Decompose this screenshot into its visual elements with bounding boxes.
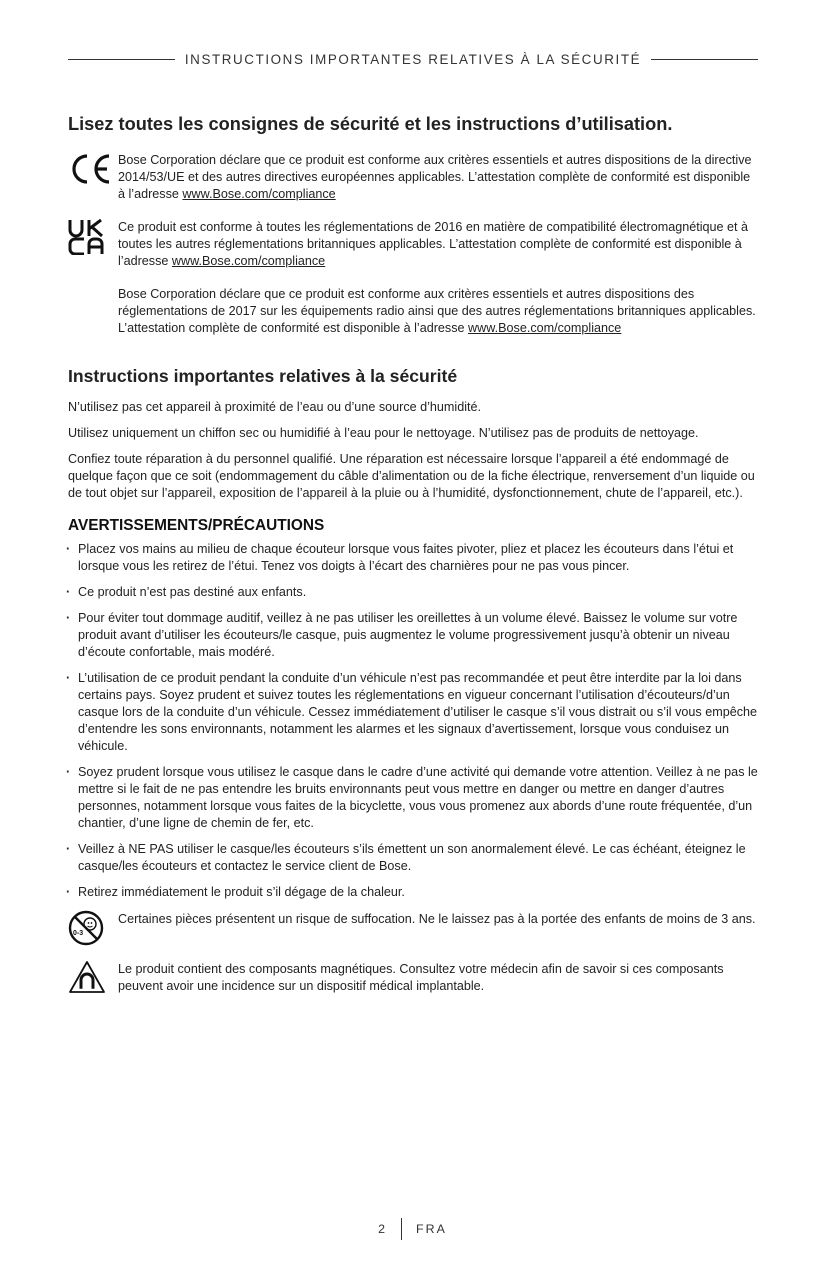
choking-hazard-row (68, 910, 760, 951)
choking-hazard-text: Certaines pièces présentent un risque de suffocation. Ne le laissez pas à la portée des enfants de moins de 3 ans. (118, 912, 756, 926)
main-content (68, 112, 760, 1008)
header-title: INSTRUCTIONS IMPORTANTES RELATIVES À LA SÉCURITÉ (184, 51, 642, 67)
ukca-compliance-link-2[interactable]: www.Bose.com/compliance (468, 321, 622, 335)
safety-paragraph: Confiez toute réparation à du personnel qualifié. Une réparation est nécessaire lorsque l’appareil a été endommagé de quelque façon que ce soit (endommagement du câble d’alimentation ou de la fiche électrique, renversement d’un liquide ou de tout objet sur l’appareil, exposition de l’appareil à la pluie ou à l’humidité, dysfonctionnement, chute de l’appareil, etc.). (68, 452, 755, 500)
header-rule-right (651, 59, 758, 60)
warning-item: · Retirez immédiatement le produit s’il dégage de la chaleur. (68, 884, 760, 901)
warnings-heading: AVERTISSEMENTS/PRÉCAUTIONS (68, 517, 325, 534)
warning-item: · Ce produit n’est pas destiné aux enfants. (68, 584, 760, 601)
ce-text: Bose Corporation déclare que ce produit est conforme aux critères essentiels et autres dispositions de la directive 2014/53/UE et des autres directives européennes applicables. L’attestation complète de conformité est disponible à l’adresse www.Bose.com/compliance (118, 153, 752, 201)
choking-hazard-icon (68, 910, 118, 951)
warning-item: · Pour éviter tout dommage auditif, veillez à ne pas utiliser les oreillettes à un volume élevé. Baissez le volume sur votre produit avant d’utiliser les écouteurs/le casque, puis augmentez le volume progressivement jusqu’à obtenir un niveau d’écoute confortable, mais modéré. (68, 610, 760, 661)
ukca-compliance-block (68, 219, 760, 337)
safety-heading: Instructions importantes relatives à la sécurité (68, 366, 458, 386)
ukca-compliance-link-1[interactable]: www.Bose.com/compliance (171, 254, 326, 268)
ce-compliance-link[interactable]: www.Bose.com/compliance (182, 187, 336, 201)
warning-item: · Placez vos mains au milieu de chaque écouteur lorsque vous faites pivoter, pliez et placez les écouteurs dans l’étui et lorsque vous les retirez de l’étui. Tenez vos doigts à l’écart des charnières pour ne pas vous pincer. (68, 541, 760, 575)
ce-compliance-block (68, 152, 760, 203)
page-number: 2 (378, 1221, 388, 1236)
main-heading: Lisez toutes les consignes de sécurité et les instructions d’utilisation. (68, 114, 673, 134)
ukca-text-emc: Ce produit est conforme à toutes les réglementations de 2016 en matière de compatibilité électromagnétique et à toutes les autres réglementations britanniques applicables. L’attestation complète de conformité est disponible à l’adresse www.Bose.com/compliance (118, 220, 749, 268)
ukca-text-radio: Bose Corporation déclare que ce produit est conforme aux critères essentiels et autres dispositions des réglementations de 2017 sur les équipements radio ainsi que des autres réglementations britanniques applicables. L’attestation complète de conformité est disponible à l’adresse www.Bose.com/compliance (118, 287, 756, 335)
ukca-mark-icon (68, 219, 118, 255)
safety-paragraph: Utilisez uniquement un chiffon sec ou humidifié à l’eau pour le nettoyage. N’utilisez pas de produits de nettoyage. (68, 426, 699, 440)
choking-age-label: 0-3 (73, 930, 84, 937)
warning-item: · Soyez prudent lorsque vous utilisez le casque dans le cadre d’une activité qui demande votre attention. Veillez à ne pas le mettre si le fait de ne pas entendre les bruits environnants peut vous mettre en danger ou mettre en danger d’autres personnes, notamment lorsque vous faites de la bicyclette, vous vous promenez aux abords d’une route fréquentée, d’un chantier, d’une ligne de chemin de fer, etc. (68, 764, 760, 832)
page-header (68, 48, 758, 70)
warnings-list (68, 541, 760, 901)
ce-mark-icon (68, 152, 118, 186)
magnet-warning-row (68, 960, 760, 999)
header-rule-left (68, 59, 175, 60)
magnet-warning-text: Le produit contient des composants magnétiques. Consultez votre médecin afin de savoir si ces composants peuvent avoir une incidence sur un dispositif médical implantable. (118, 962, 724, 993)
safety-paragraph: N’utilisez pas cet appareil à proximité de l’eau ou d’une source d’humidité. (68, 400, 482, 414)
magnet-warning-icon (68, 960, 118, 999)
language-code: FRA (416, 1221, 447, 1236)
footer-separator (401, 1218, 402, 1240)
warning-item: · L’utilisation de ce produit pendant la conduite d’un véhicule n’est pas recommandée et peut être interdite par la loi dans certains pays. Soyez prudent et suivez toutes les réglementations en vigueur concernant l’utilisation d’écouteurs/d’un casque lors de la conduite d’un véhicule. Cessez immédiatement d’utiliser le casque s’il vous distrait ou s’il vous empêche d’entendre les sons environnants, notamment les alarmes et les signaux d’avertissement, lorsque vous conduisez un véhicule. (68, 670, 760, 755)
warning-item: · Veillez à NE PAS utiliser le casque/les écouteurs s’ils émettent un son anormalement élevé. Le cas échéant, éteignez le casque/les écouteurs et contactez le service client de Bose. (68, 841, 760, 875)
page-footer (0, 1218, 825, 1240)
